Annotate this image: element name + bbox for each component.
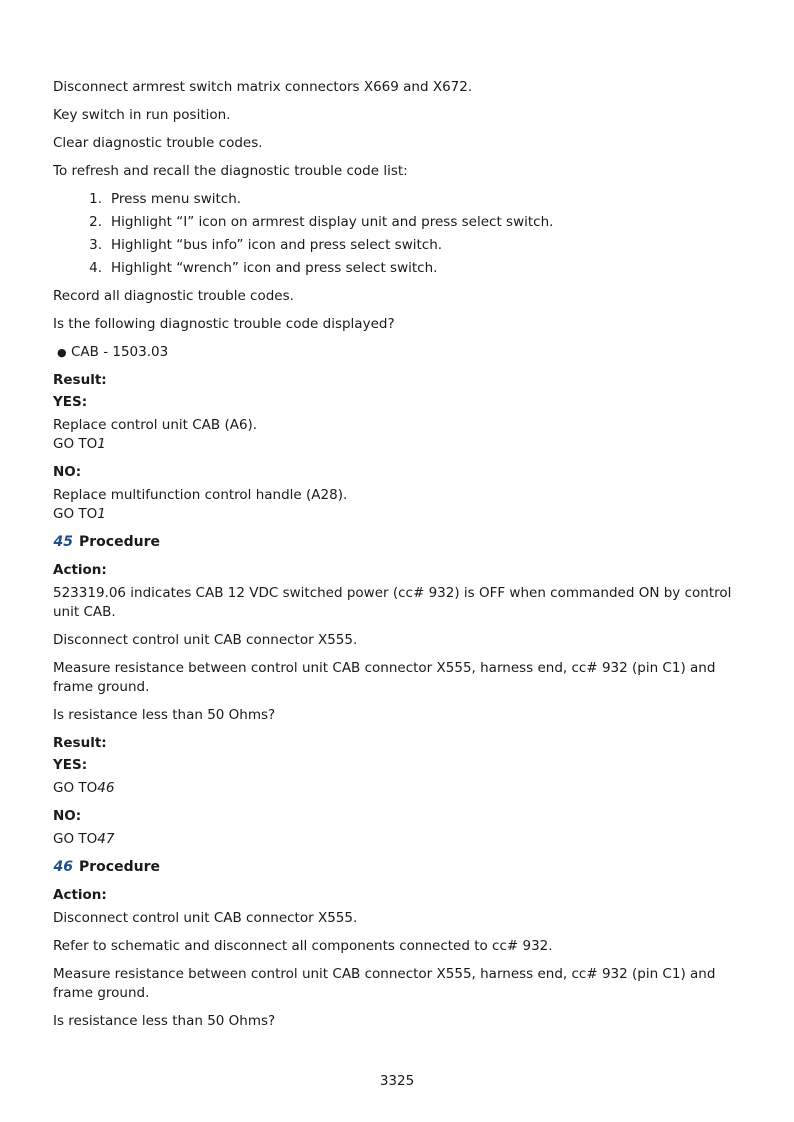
- goto-label: GO TO: [53, 506, 98, 522]
- yes-result-text: Replace control unit CAB (A6).: [53, 417, 258, 433]
- dtc-list: [53, 343, 753, 362]
- goto-link[interactable]: [53, 505, 753, 524]
- instruction-text: Record all diagnostic trouble codes.: [53, 288, 294, 304]
- no-result-block: [53, 486, 753, 524]
- action-text: Measure resistance between control unit CAB connector X555, harness end, cc# 932 (pin C1) and frame ground.: [53, 660, 716, 695]
- question-text: Is resistance less than 50 Ohms?: [53, 1013, 276, 1029]
- action-text: Disconnect control unit CAB connector X555.: [53, 632, 358, 648]
- goto-label: GO TO: [53, 436, 98, 452]
- step-text: Highlight “bus info” icon and press select switch.: [111, 237, 443, 253]
- procedure-title: Procedure: [79, 859, 160, 875]
- step-number: 1.: [89, 191, 102, 207]
- yes-result-block: [53, 779, 753, 798]
- goto-step-number: 46: [97, 780, 115, 796]
- bullet-icon: ●: [57, 346, 67, 359]
- yes-label: YES:: [53, 394, 88, 410]
- goto-label: GO TO: [53, 831, 98, 847]
- procedure-heading: [53, 858, 753, 877]
- action-text: 523319.06 indicates CAB 12 VDC switched power (cc# 932) is OFF when commanded ON by control unit CAB.: [53, 585, 732, 620]
- procedure-step-number: 46: [53, 859, 73, 875]
- question-text: Is resistance less than 50 Ohms?: [53, 707, 276, 723]
- goto-step-number: 47: [97, 831, 115, 847]
- question-text: Is the following diagnostic trouble code displayed?: [53, 316, 395, 332]
- no-label: NO:: [53, 464, 82, 480]
- yes-label: YES:: [53, 757, 88, 773]
- yes-result-block: [53, 416, 753, 454]
- step-text: Highlight “I” icon on armrest display unit and press select switch.: [111, 214, 554, 230]
- instruction-text: Key switch in run position.: [53, 107, 231, 123]
- instruction-text: To refresh and recall the diagnostic trouble code list:: [53, 163, 408, 179]
- action-label: Action:: [53, 887, 107, 903]
- step-text: Press menu switch.: [111, 191, 242, 207]
- list-item: [53, 343, 753, 362]
- dtc-code: CAB - 1503.03: [71, 344, 169, 360]
- step-number: 3.: [89, 237, 102, 253]
- goto-step-number: 1: [97, 506, 106, 522]
- no-label: NO:: [53, 808, 82, 824]
- step-number: 4.: [89, 260, 102, 276]
- no-result-block: [53, 830, 753, 849]
- list-item: [53, 259, 753, 278]
- page-number: 3325: [379, 1073, 415, 1089]
- list-item: [53, 213, 753, 232]
- no-result-text: Replace multifunction control handle (A28).: [53, 487, 348, 503]
- document-body: [53, 78, 753, 1040]
- goto-link[interactable]: [53, 830, 753, 849]
- result-label: Result:: [53, 735, 107, 751]
- goto-link[interactable]: [53, 779, 753, 798]
- list-item: [53, 236, 753, 255]
- action-label: Action:: [53, 562, 107, 578]
- step-text: Highlight “wrench” icon and press select switch.: [111, 260, 438, 276]
- procedure-step-number: 45: [53, 534, 73, 550]
- action-text: Disconnect control unit CAB connector X555.: [53, 910, 358, 926]
- procedure-title: Procedure: [79, 534, 160, 550]
- instruction-text: Disconnect armrest switch matrix connectors X669 and X672.: [53, 79, 473, 95]
- goto-step-number: 1: [97, 436, 106, 452]
- goto-link[interactable]: [53, 435, 753, 454]
- numbered-step-list: [53, 190, 753, 278]
- action-text: Measure resistance between control unit CAB connector X555, harness end, cc# 932 (pin C1) and frame ground.: [53, 966, 716, 1001]
- action-text: Refer to schematic and disconnect all components connected to cc# 932.: [53, 938, 553, 954]
- goto-label: GO TO: [53, 780, 98, 796]
- procedure-heading: [53, 533, 753, 552]
- list-item: [53, 190, 753, 209]
- instruction-text: Clear diagnostic trouble codes.: [53, 135, 263, 151]
- result-label: Result:: [53, 372, 107, 388]
- step-number: 2.: [89, 214, 102, 230]
